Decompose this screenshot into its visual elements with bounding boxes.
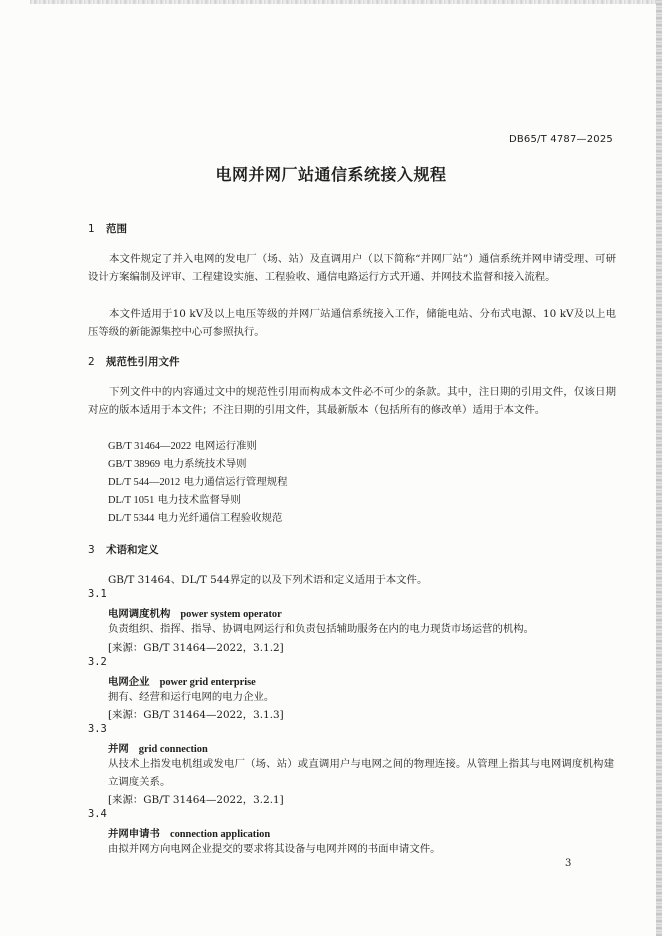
reference-code: GB/T 38969 xyxy=(108,459,161,470)
reference-title: 电力光纤通信工程验收规范 xyxy=(157,512,283,524)
term-name xyxy=(108,825,270,840)
document-title: 电网并网厂站通信系统接入规程 xyxy=(215,165,447,184)
page-number: 3 xyxy=(565,858,572,869)
reference-code: GB/T 31464—2022 xyxy=(108,441,192,452)
section-title: 规范性引用文件 xyxy=(106,356,180,368)
reference-item xyxy=(108,509,282,524)
term-definition: 拥有、经营和运行电网的电力企业。 xyxy=(108,691,275,703)
section-number: 1 xyxy=(88,223,95,235)
section-heading-scope xyxy=(88,221,127,236)
term-definition: 负责组织、指挥、指导、协调电网运行和负责包括辅助服务在内的电力现货市场运营的机构。 xyxy=(108,623,535,635)
terms-intro-paragraph: GB/T 31464、DL/T 544界定的以及下列术语和定义适用于本文件。 xyxy=(108,574,428,586)
scope-paragraph-2: 本文件适用于10 kV及以上电压等级的并网厂站通信系统接入工作，储能电站、分布式电源、10 kV及以上电压等级的新能源集控中心可参照执行。 xyxy=(88,308,616,339)
reference-title: 电力通信运行管理规程 xyxy=(183,476,288,488)
reference-item xyxy=(108,437,257,452)
term-source: [来源：GB/T 31464—2022，3.1.3] xyxy=(108,709,284,721)
reference-title: 电力系统技术导则 xyxy=(163,458,247,470)
term-name-en: power grid enterprise xyxy=(159,677,256,688)
term-number: 3.3 xyxy=(88,723,107,735)
term-definition: 从技术上指发电机组或发电厂（场、站）或直调用户与电网之间的物理连接。从管理上指其与电网调度机构建立调度关系。 xyxy=(108,758,614,788)
term-name xyxy=(108,673,256,688)
reference-title: 电网运行准则 xyxy=(194,440,257,452)
reference-code: DL/T 1051 xyxy=(108,495,155,506)
reference-title: 电力技术监督导则 xyxy=(157,494,241,506)
reference-item xyxy=(108,455,247,470)
references-intro-paragraph: 下列文件中的内容通过文中的规范性引用而构成本文件必不可少的条款。其中，注日期的引用文件，仅该日期对应的版本适用于本文件；不注日期的引用文件，其最新版本（包括所有的修改单）适用于本文件。 xyxy=(88,386,616,417)
term-name-cn: 并网 xyxy=(108,743,129,755)
term-name-en: grid connection xyxy=(138,744,208,755)
section-number: 3 xyxy=(88,544,95,556)
section-number: 2 xyxy=(88,356,95,368)
reference-code: DL/T 5344 xyxy=(108,513,155,524)
term-name xyxy=(108,605,282,620)
term-name-cn: 电网企业 xyxy=(108,676,150,688)
section-heading-normative-references xyxy=(88,354,180,369)
term-number: 3.4 xyxy=(88,808,107,820)
term-definition: 由拟并网方向电网企业提交的要求将其设备与电网并网的书面申请文件。 xyxy=(108,843,441,855)
term-number: 3.2 xyxy=(88,656,107,668)
standard-number: DB65/T 4787—2025 xyxy=(508,134,613,145)
term-name-cn: 电网调度机构 xyxy=(108,608,171,620)
section-heading-terms-definitions xyxy=(88,542,159,557)
reference-code: DL/T 544—2012 xyxy=(108,477,181,488)
term-number: 3.1 xyxy=(88,588,107,600)
term-name-en: connection application xyxy=(169,829,271,840)
term-source: [来源：GB/T 31464—2022，3.2.1] xyxy=(108,794,284,806)
term-name xyxy=(108,740,208,755)
section-title: 术语和定义 xyxy=(106,544,159,556)
term-name-cn: 并网申请书 xyxy=(108,828,160,840)
reference-item xyxy=(108,491,241,506)
term-source: [来源：GB/T 31464—2022，3.1.2] xyxy=(108,642,284,654)
term-name-en: power system operator xyxy=(180,609,282,620)
scope-paragraph-1: 本文件规定了并入电网的发电厂（场、站）及直调用户（以下简称“并网厂站”）通信系统并网申请受理、可研设计方案编制及评审、工程建设实施、工程验收、通信电路运行方式开通、并网技术监督和接入流程。 xyxy=(88,253,616,284)
reference-item xyxy=(108,473,287,488)
section-title: 范围 xyxy=(106,223,127,235)
